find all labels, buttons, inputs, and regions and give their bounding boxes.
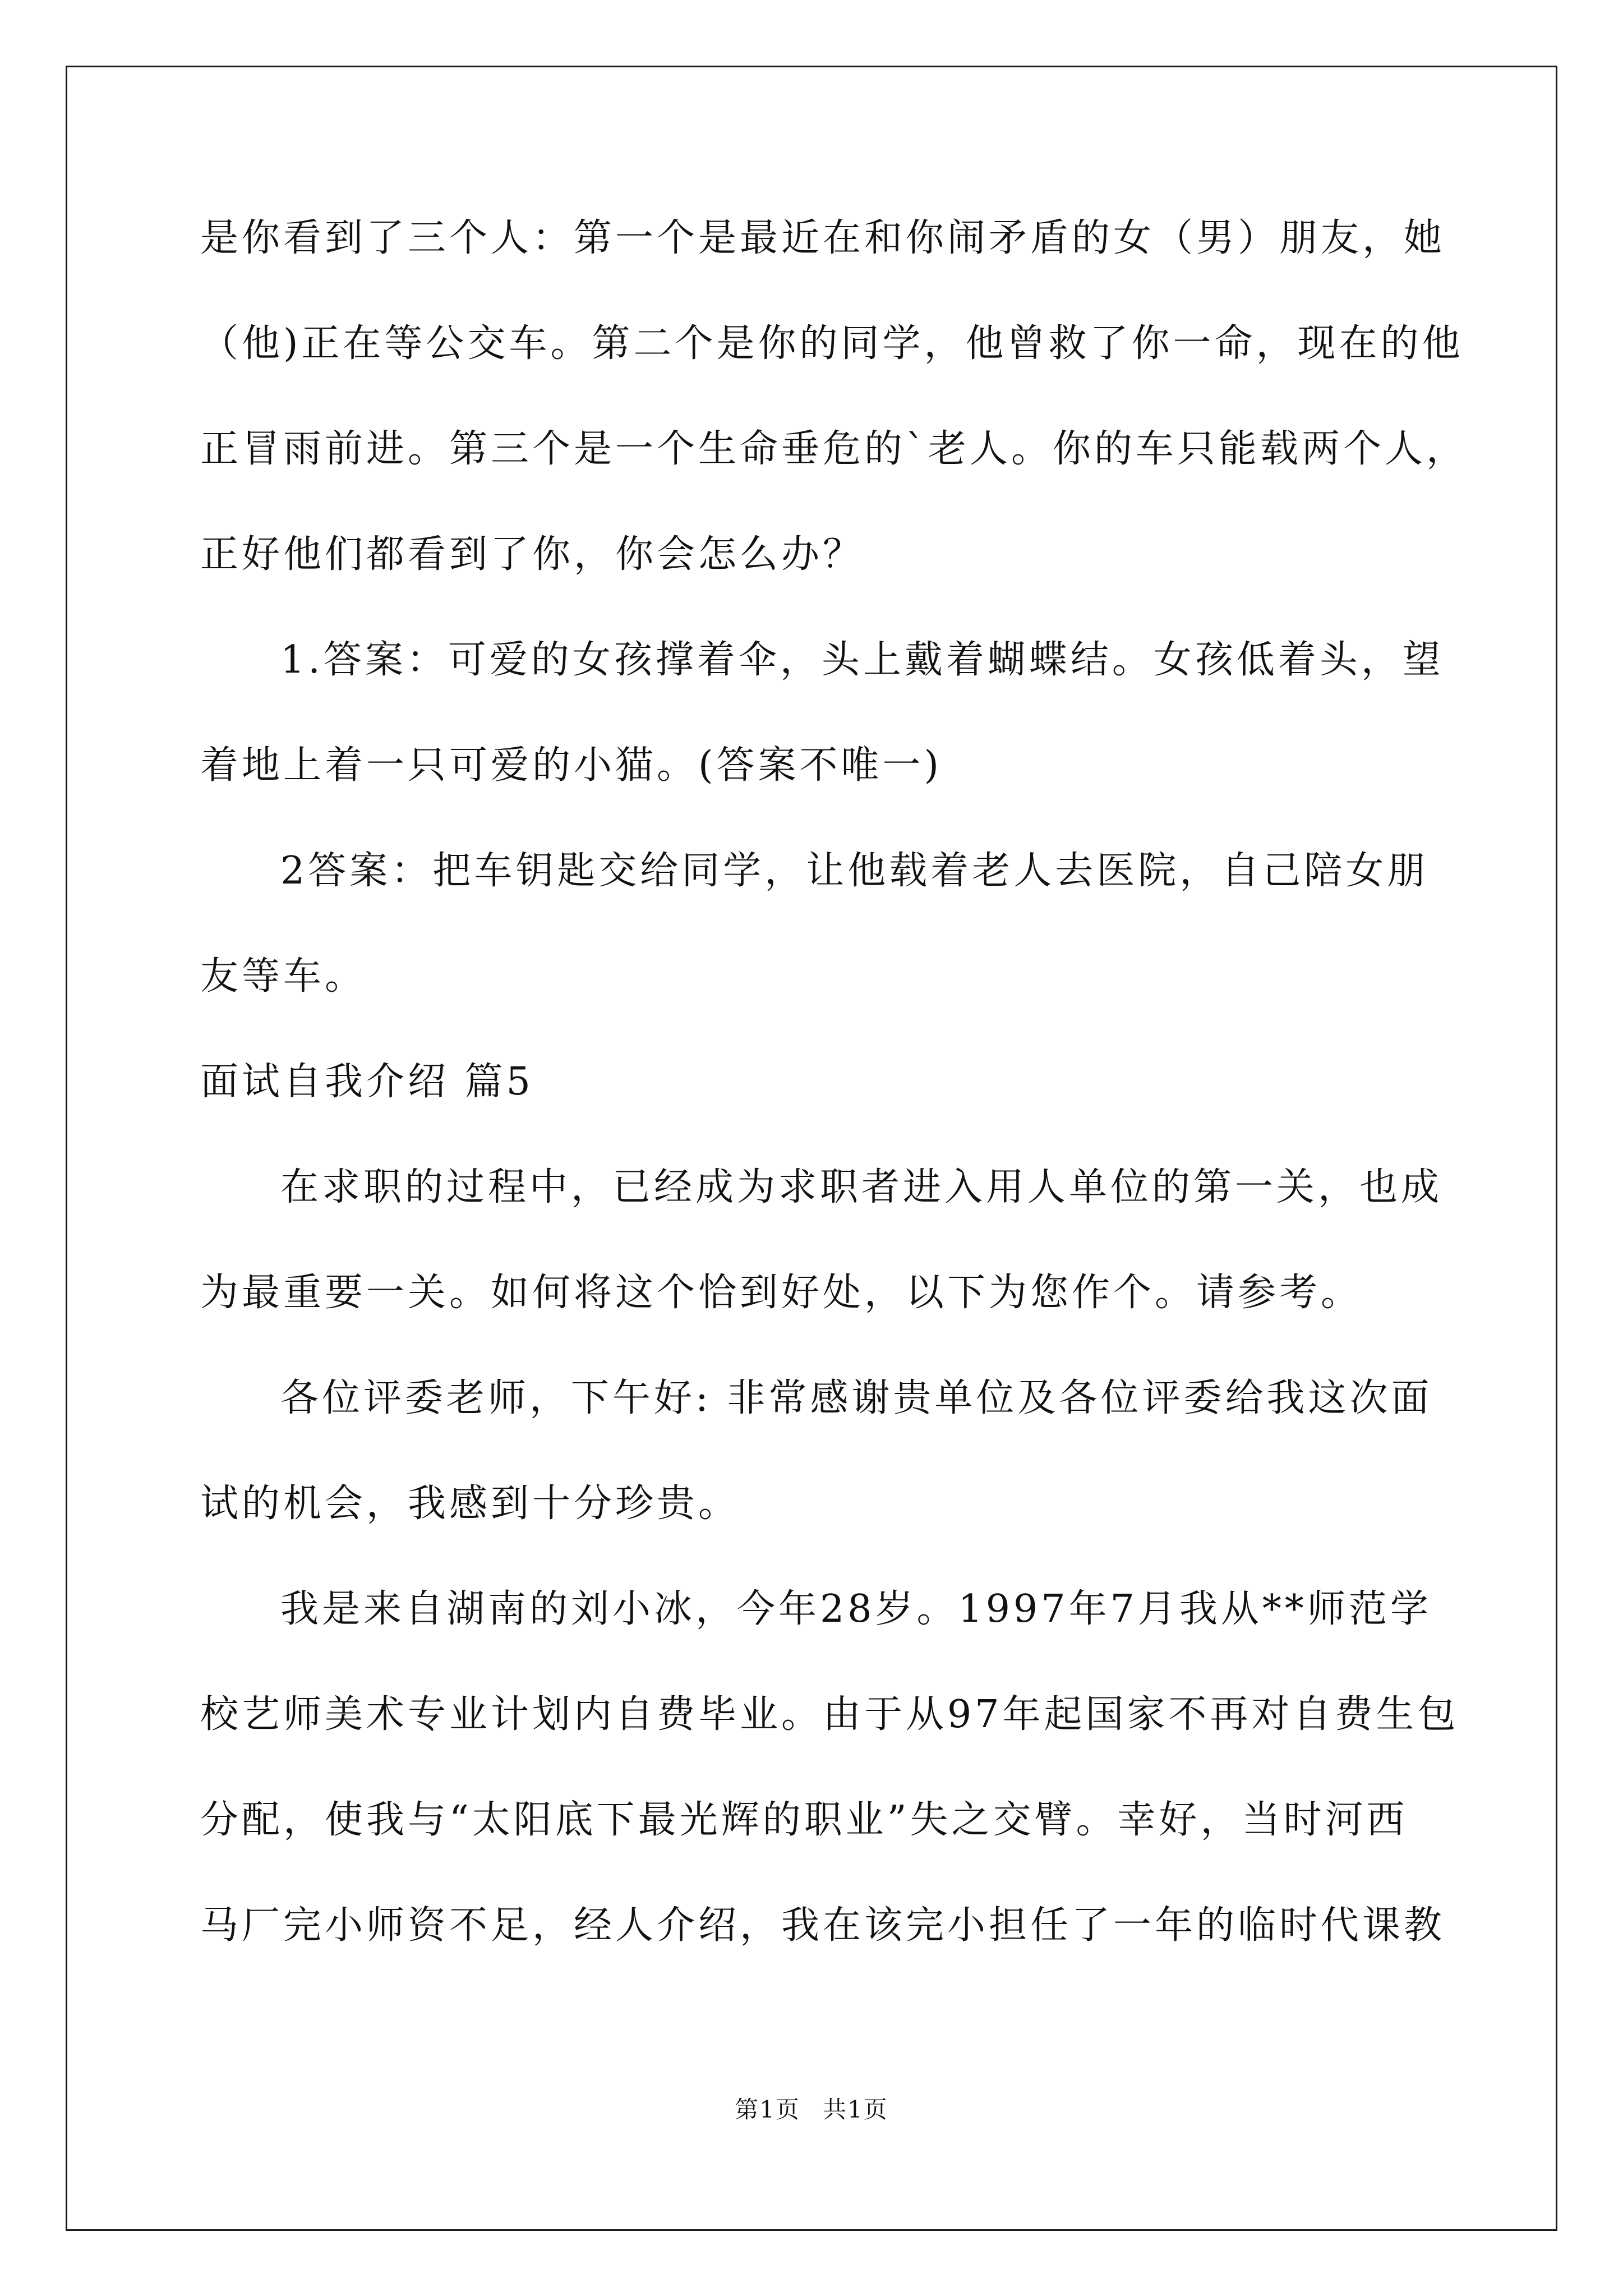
paragraph-line: （他)正在等公交车。第二个是你的同学，他曾救了你一命，现在的他	[200, 321, 1464, 366]
paragraph-line: 是你看到了三个人：第一个是最近在和你闹矛盾的女（男）朋友，她	[200, 216, 1446, 260]
paragraph-line: 试的机会，我感到十分珍贵。	[200, 1481, 740, 1526]
paragraph-line: 着地上着一只可爱的小猫。(答案不唯一)	[200, 743, 943, 788]
paragraph-line: 2答案：把车钥匙交给同学，让他载着老人去医院，自己陪女朋	[280, 849, 1429, 893]
paragraph-line: 正冒雨前进。第三个是一个生命垂危的`老人。你的车只能载两个人，	[200, 427, 1468, 471]
paragraph-line: 马厂完小师资不足，经人介绍，我在该完小担任了一年的临时代课教	[200, 1903, 1446, 1948]
paragraph-line: 校艺师美术专业计划内自费毕业。由于从97年起国家不再对自费生包	[200, 1692, 1459, 1737]
paragraph-line: 1.答案：可爱的女孩撑着伞，头上戴着蝴蝶结。女孩低着头，望	[280, 638, 1444, 682]
paragraph-line: 我是来自湖南的刘小冰，今年28岁。1997年7月我从**师范学	[280, 1587, 1432, 1631]
page-number-total: 共1页	[823, 2096, 888, 2123]
paragraph-line: 正好他们都看到了你，你会怎么办？	[200, 532, 865, 577]
paragraph-line: 为最重要一关。如何将这个恰到好处，以下为您作个。请参考。	[200, 1271, 1363, 1315]
section-heading: 面试自我介绍 篇5	[200, 1060, 534, 1104]
page-footer	[0, 2094, 1623, 2125]
paragraph-line: 各位评委老师，下午好: 非常感谢贵单位及各位评委给我这次面	[280, 1376, 1433, 1420]
page-number-current: 第1页	[735, 2096, 800, 2123]
paragraph-line: 友等车。	[200, 954, 367, 999]
paragraph-line: 分配，使我与“太阳底下最光辉的职业”失之交臂。幸好，当时河西	[200, 1798, 1408, 1842]
paragraph-line: 在求职的过程中，已经成为求职者进入用人单位的第一关，也成	[280, 1165, 1443, 1209]
